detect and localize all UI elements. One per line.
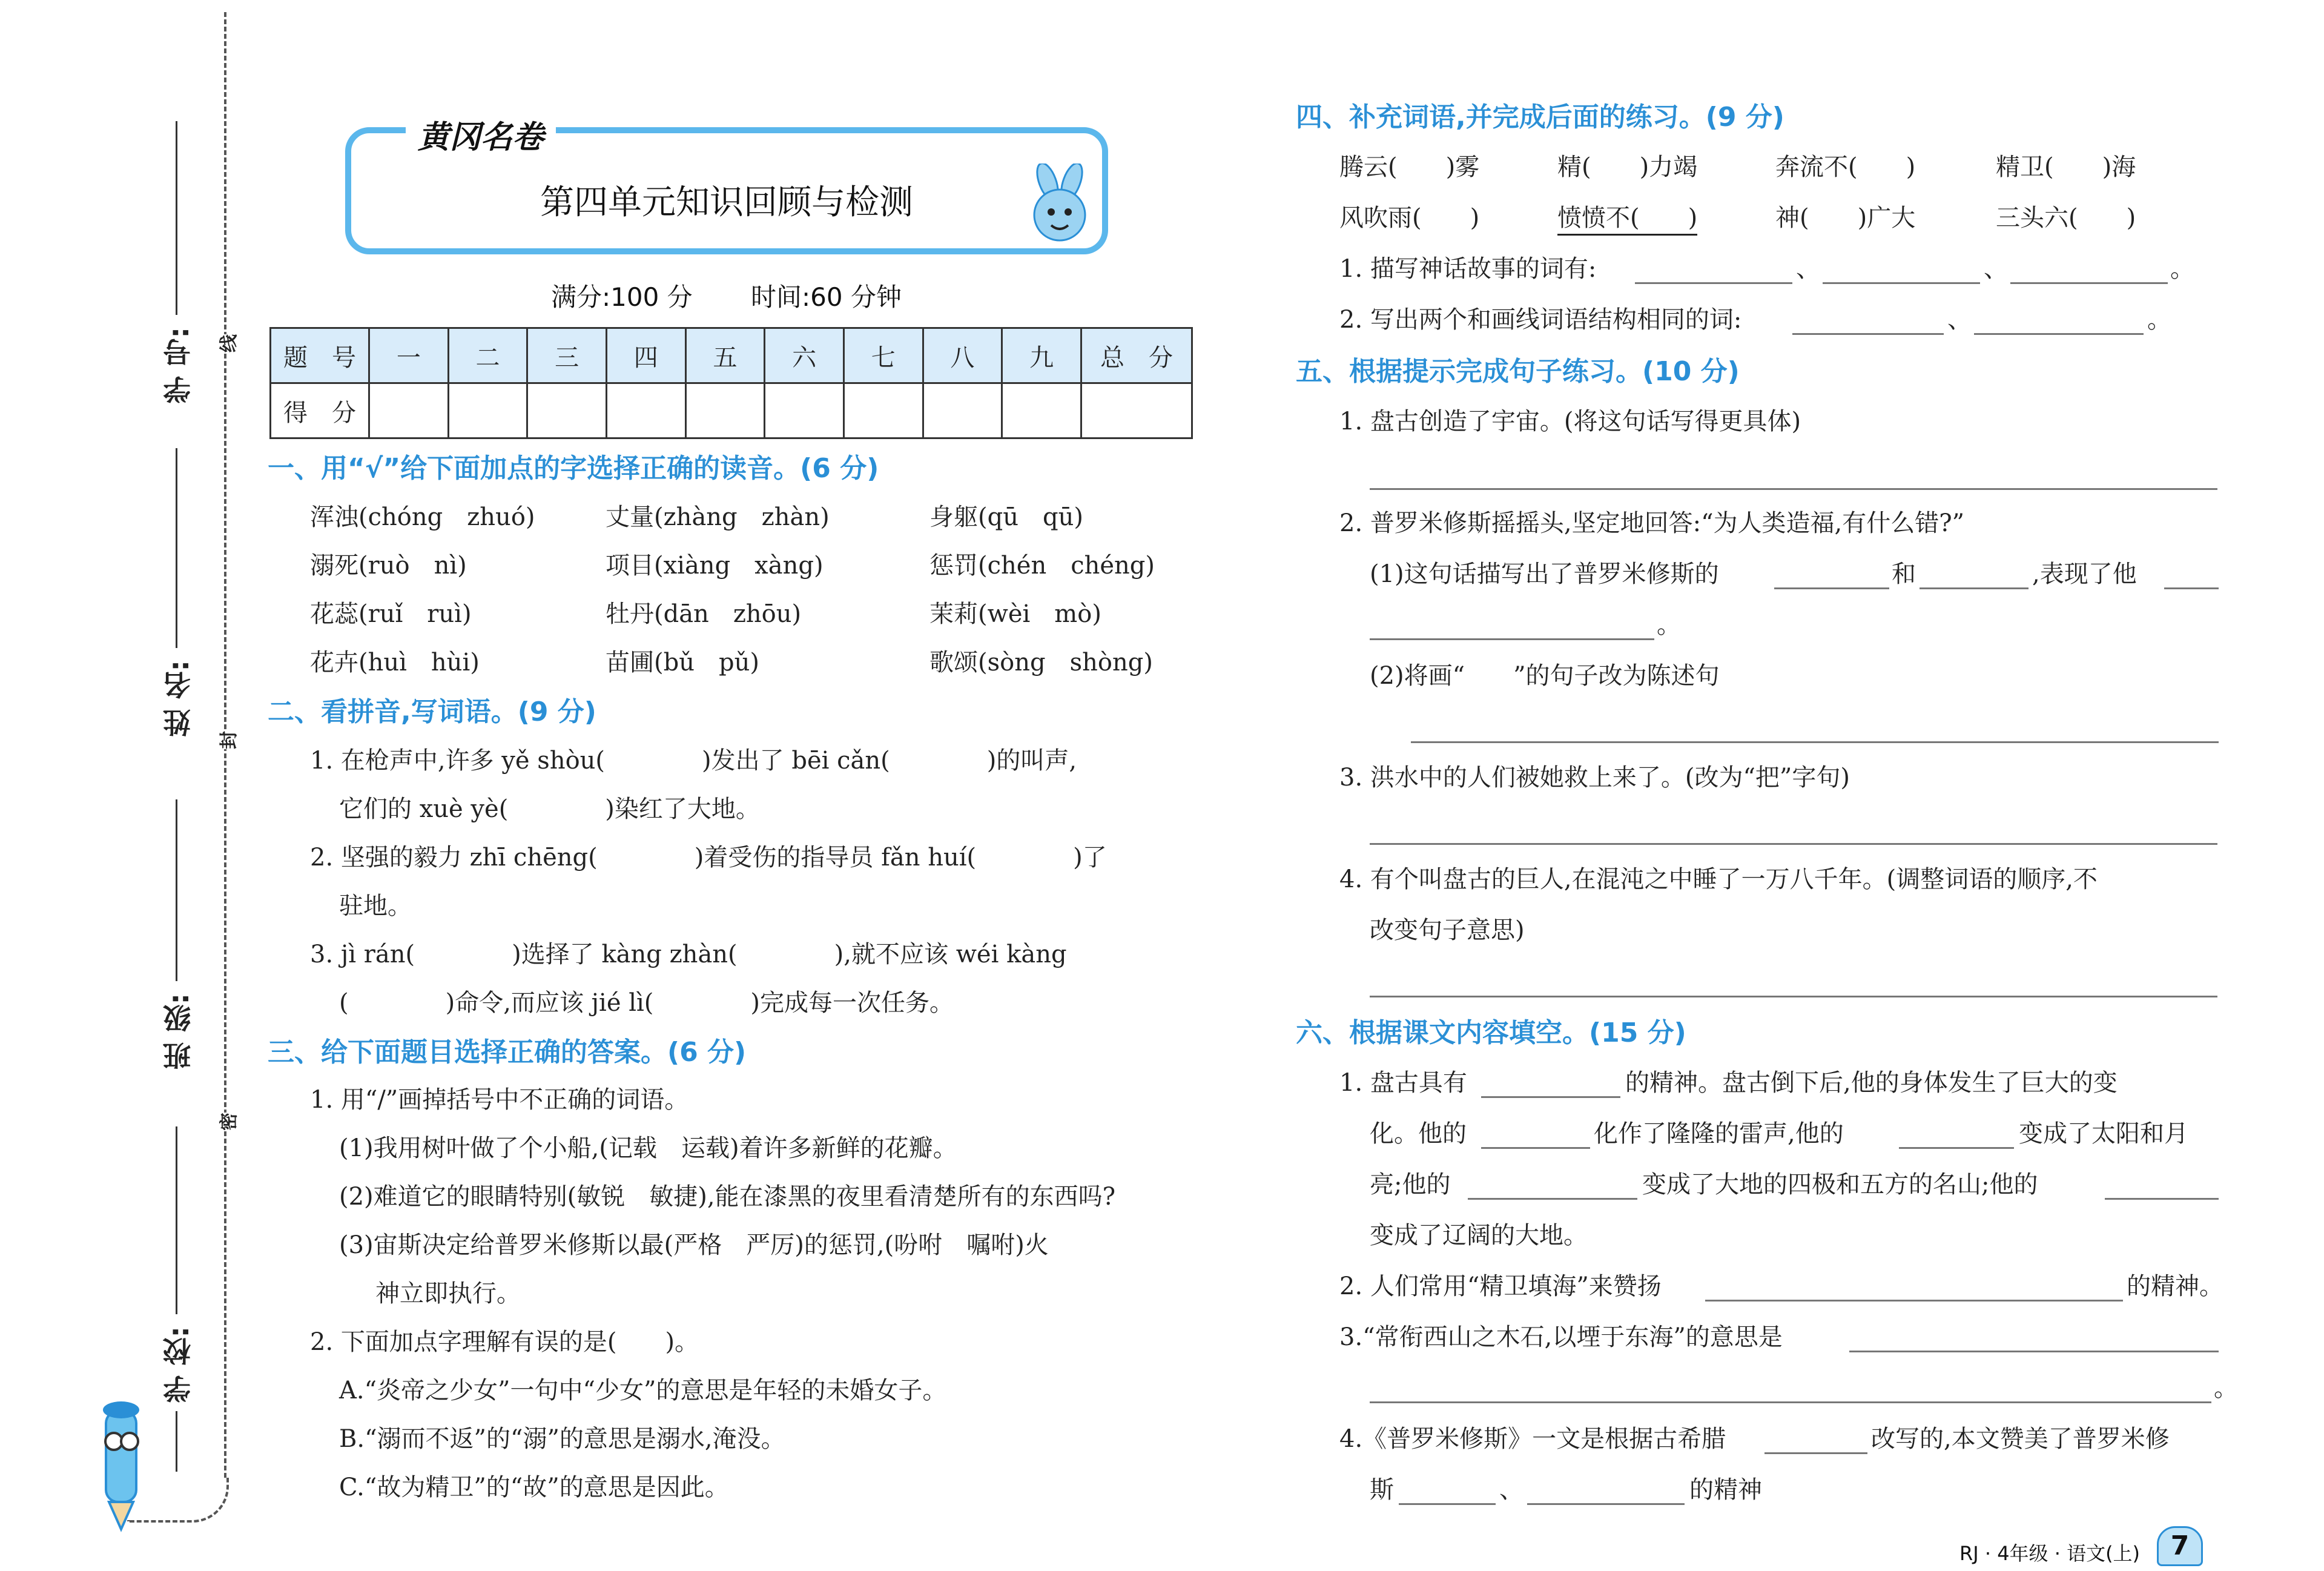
s2-line: 3. jì rán( )选择了 kàng zhàn( ),就不应该 wéi kàng	[310, 941, 1067, 968]
s5-q2b: (2)将画“ ”的句子改为陈述句	[1370, 662, 1720, 690]
score-cell[interactable]	[923, 383, 1002, 438]
name-label: 姓 名:	[162, 660, 195, 737]
full-score: 满分:100 分	[551, 282, 693, 312]
s5-q3: 3. 洪水中的人们被她救上来了。(改为“把”字句)	[1339, 764, 1850, 792]
s3-line: A.“炎帝之少女”一句中“少女”的意思是年轻的未婚女子。	[339, 1377, 947, 1404]
s1-item: 苗圃(bǔ pǔ)	[606, 649, 759, 676]
s3-line: B.“溺而不返”的“溺”的意思是溺水,淹没。	[339, 1425, 785, 1453]
number-label: 学 号:	[162, 327, 195, 404]
s4-q1: 1. 描写神话故事的词有:	[1339, 255, 1597, 283]
score-cell[interactable]	[1002, 383, 1081, 438]
s1-item: 项目(xiàng xàng)	[606, 552, 824, 580]
s6-l8b: 改写的,本文赞美了普罗米修	[1871, 1425, 2170, 1453]
s4-q2-sep: 、	[1947, 306, 1972, 334]
section-6-title: 六、根据课文内容填空。(15 分)	[1296, 1017, 1686, 1048]
s4-q1-blank-2[interactable]	[1823, 282, 1980, 284]
score-cell[interactable]	[765, 383, 844, 438]
score-header-cell: 七	[843, 328, 923, 383]
s6-l2b: 化作了隆隆的雷声,他的	[1594, 1120, 1844, 1148]
s1-item: 歌颂(sòng shòng)	[929, 649, 1153, 676]
score-cell[interactable]	[606, 383, 685, 438]
s6-l5a: 2. 人们常用“精卫填海”来赞扬	[1339, 1272, 1662, 1300]
score-cell[interactable]	[448, 383, 527, 438]
s5-q2a-blank-1[interactable]	[1774, 587, 1889, 589]
s2-line: 2. 坚强的毅力 zhī chēng( )着受伤的指导员 fǎn huí( )了	[310, 844, 1107, 871]
s6-blank-8[interactable]	[1370, 1401, 2211, 1403]
s5-q4-answer-line[interactable]	[1370, 996, 2217, 997]
s6-l5b: 的精神。	[2127, 1272, 2223, 1300]
s3-line: (2)难道它的眼睛特别(敏锐 敏捷),能在漆黑的夜里看清楚所有的东西吗?	[339, 1183, 1116, 1211]
name-line	[176, 448, 177, 648]
s6-blank-6[interactable]	[1705, 1300, 2123, 1301]
s1-item: 浑浊(chóng zhuó)	[310, 503, 535, 531]
s1-item: 惩罚(chén chéng)	[929, 552, 1155, 580]
section-5-title: 五、根据提示完成句子练习。(10 分)	[1296, 356, 1740, 387]
score-header-cell: 六	[765, 328, 844, 383]
section-1-title: 一、用“√”给下面加点的字选择正确的读音。(6 分)	[268, 453, 879, 484]
s6-blank-11[interactable]	[1527, 1503, 1685, 1505]
score-table	[269, 327, 1193, 439]
s4-q2-blank-2[interactable]	[1974, 333, 2144, 335]
s5-q2a-part2: 和	[1892, 560, 1916, 588]
s4-word: 神( )广大	[1775, 204, 1916, 232]
s1-item: 茉莉(wèi mò)	[929, 600, 1101, 628]
s4-q1-blank-1[interactable]	[1635, 282, 1792, 284]
s2-line: 驻地。	[339, 892, 412, 920]
s6-l8a: 4.《普罗米修斯》一文是根据古希腊	[1339, 1425, 1726, 1453]
s5-q2a-end: 。	[1657, 611, 1681, 639]
s3-line: C.“故为精卫”的“故”的意思是因此。	[339, 1473, 729, 1501]
s6-blank-3[interactable]	[1899, 1147, 2014, 1149]
s4-q1-end: 。	[2170, 255, 2194, 283]
score-cell[interactable]	[1081, 383, 1192, 438]
s6-blank-5[interactable]	[2105, 1198, 2219, 1200]
s3-line: (3)宙斯决定给普罗米修斯以最(严格 严厉)的惩罚,(吩咐 嘱咐)火	[339, 1231, 1049, 1259]
section-3-title: 三、给下面题目选择正确的答案。(6 分)	[268, 1037, 747, 1068]
score-header-cell: 一	[369, 328, 449, 383]
score-cell[interactable]	[685, 383, 765, 438]
s4-word: 三头六( )	[1996, 204, 2136, 232]
class-label: 班 级:	[162, 993, 195, 1070]
s6-l9b: 、	[1499, 1476, 1523, 1504]
s4-word: 精卫( )海	[1996, 153, 2136, 181]
score-cell[interactable]	[843, 383, 923, 438]
rabbit-mascot-icon	[1011, 164, 1114, 260]
s6-l9c: 的精神	[1689, 1476, 1762, 1504]
s1-item: 丈量(zhàng zhàn)	[606, 503, 830, 531]
s1-item: 花蕊(ruǐ ruì)	[310, 600, 472, 628]
score-header-cell: 八	[923, 328, 1002, 383]
s6-blank-10[interactable]	[1399, 1503, 1496, 1505]
s4-word: 奔流不( )	[1775, 153, 1916, 181]
s6-l3a: 亮;他的	[1370, 1171, 1451, 1199]
footer-grade: RJ · 4年级 · 语文(上)	[1959, 1542, 2141, 1565]
s5-q2a-part3: ,表现了他	[2032, 560, 2137, 588]
score-header-cell: 四	[606, 328, 685, 383]
school-label: 学 校:	[162, 1326, 195, 1403]
s4-q1-blank-3[interactable]	[2010, 282, 2168, 284]
s5-q2a-part1: (1)这句话描写出了普罗米修斯的	[1370, 560, 1719, 588]
s4-q2: 2. 写出两个和画线词语结构相同的词:	[1339, 306, 1742, 334]
s5-q2b-answer-line[interactable]	[1411, 741, 2219, 743]
s5-q2a-blank-4[interactable]	[1370, 638, 1654, 640]
s5-q4-line2: 改变句子意思)	[1370, 916, 1525, 944]
score-header-row	[271, 328, 1192, 383]
page-number: 7	[2157, 1526, 2203, 1566]
s5-q1-answer-line[interactable]	[1370, 488, 2217, 490]
s3-line: 1. 用“/”画掉括号中不正确的词语。	[310, 1086, 689, 1114]
s1-item: 身躯(qū qū)	[929, 503, 1083, 531]
s4-q2-end: 。	[2147, 306, 2171, 334]
s6-l2a: 化。他的	[1370, 1120, 1467, 1148]
s6-blank-7[interactable]	[1849, 1351, 2219, 1352]
s5-q1: 1. 盘古创造了宇宙。(将这句话写得更具体)	[1339, 408, 1801, 435]
s6-l1b: 的精神。盘古倒下后,他的身体发生了巨大的变	[1625, 1069, 2118, 1097]
score-row	[271, 383, 1192, 438]
seal-char-mi: 密	[214, 1113, 240, 1131]
s6-l2c: 变成了太阳和月	[2019, 1120, 2188, 1148]
s4-word: 腾云( )雾	[1339, 153, 1480, 181]
score-row-label: 得 分	[271, 383, 369, 438]
seal-char-feng: 封	[214, 731, 240, 749]
s6-l6: 3.“常衔西山之木石,以堙于东海”的意思是	[1339, 1323, 1783, 1351]
s1-item: 花卉(huì hùi)	[310, 649, 480, 676]
s6-blank-1[interactable]	[1481, 1096, 1620, 1098]
s4-q2-blank-1[interactable]	[1792, 333, 1944, 335]
s4-word: 精( )力竭	[1557, 153, 1698, 181]
s6-blank-4[interactable]	[1468, 1198, 1637, 1200]
s3-line: (1)我用树叶做了个小船,(记载 运载)着许多新鲜的花瓣。	[339, 1134, 957, 1162]
school-line	[176, 1126, 177, 1314]
section-2-title: 二、看拼音,写词语。(9 分)	[268, 696, 596, 727]
s1-item: 溺死(ruò nì)	[310, 552, 467, 580]
s2-line: 它们的 xuè yè( )染红了大地。	[339, 795, 760, 823]
s6-l1a: 1. 盘古具有	[1339, 1069, 1467, 1097]
brand-logo: 黄冈名卷	[406, 109, 556, 159]
score-cell[interactable]	[527, 383, 607, 438]
s3-line: 2. 下面加点字理解有误的是( )。	[310, 1328, 699, 1356]
score-header-cell: 九	[1002, 328, 1081, 383]
s2-line: 1. 在枪声中,许多 yě shòu( )发出了 bēi cǎn( )的叫声,	[310, 747, 1077, 775]
score-header-cell: 二	[448, 328, 527, 383]
s4-q1-sep-2: 、	[1984, 255, 2008, 283]
s2-line: ( )命令,而应该 jié lì( )完成每一次任务。	[339, 989, 954, 1017]
s3-line: 神立即执行。	[375, 1280, 521, 1308]
s5-q3-answer-line[interactable]	[1370, 843, 2217, 845]
class-line	[176, 799, 177, 981]
seal-char-xian: 线	[214, 334, 240, 352]
s1-item: 牡丹(dān zhōu)	[606, 600, 802, 628]
score-header-cell: 三	[527, 328, 607, 383]
page-title: 第四单元知识回顾与检测	[540, 183, 913, 222]
exam-time: 时间:60 分钟	[751, 282, 902, 312]
s5-q2: 2. 普罗米修斯摇摇头,坚定地回答:“为人类造福,有什么错?”	[1339, 509, 1965, 537]
score-header-cell: 题 号	[271, 328, 369, 383]
s6-l9a: 斯	[1370, 1476, 1394, 1504]
s6-l3b: 变成了大地的四极和五方的名山;他的	[1642, 1171, 2038, 1199]
s6-blank-9[interactable]	[1764, 1452, 1867, 1454]
s6-l7-end: 。	[2214, 1374, 2238, 1402]
pencil-mascot-icon	[85, 1393, 157, 1532]
score-header-cell: 五	[685, 328, 765, 383]
s4-word-underlined: 愤愤不( )	[1557, 206, 1697, 236]
section-4-title: 四、补充词语,并完成后面的练习。(9 分)	[1296, 102, 1784, 133]
s6-blank-2[interactable]	[1481, 1147, 1590, 1149]
number-line	[176, 121, 177, 315]
score-cell[interactable]	[369, 383, 449, 438]
score-header-cell: 总 分	[1081, 328, 1192, 383]
s5-q2a-blank-2[interactable]	[1920, 587, 2029, 589]
s5-q4-line1: 4. 有个叫盘古的巨人,在混沌之中睡了一万八千年。(调整词语的顺序,不	[1339, 865, 2098, 893]
s6-l4: 变成了辽阔的大地。	[1370, 1222, 1588, 1249]
s4-q1-sep-1: 、	[1796, 255, 1820, 283]
school-line-bottom	[176, 1411, 177, 1472]
s5-q2a-blank-3[interactable]	[2164, 587, 2219, 589]
s4-word: 风吹雨( )	[1339, 204, 1480, 232]
